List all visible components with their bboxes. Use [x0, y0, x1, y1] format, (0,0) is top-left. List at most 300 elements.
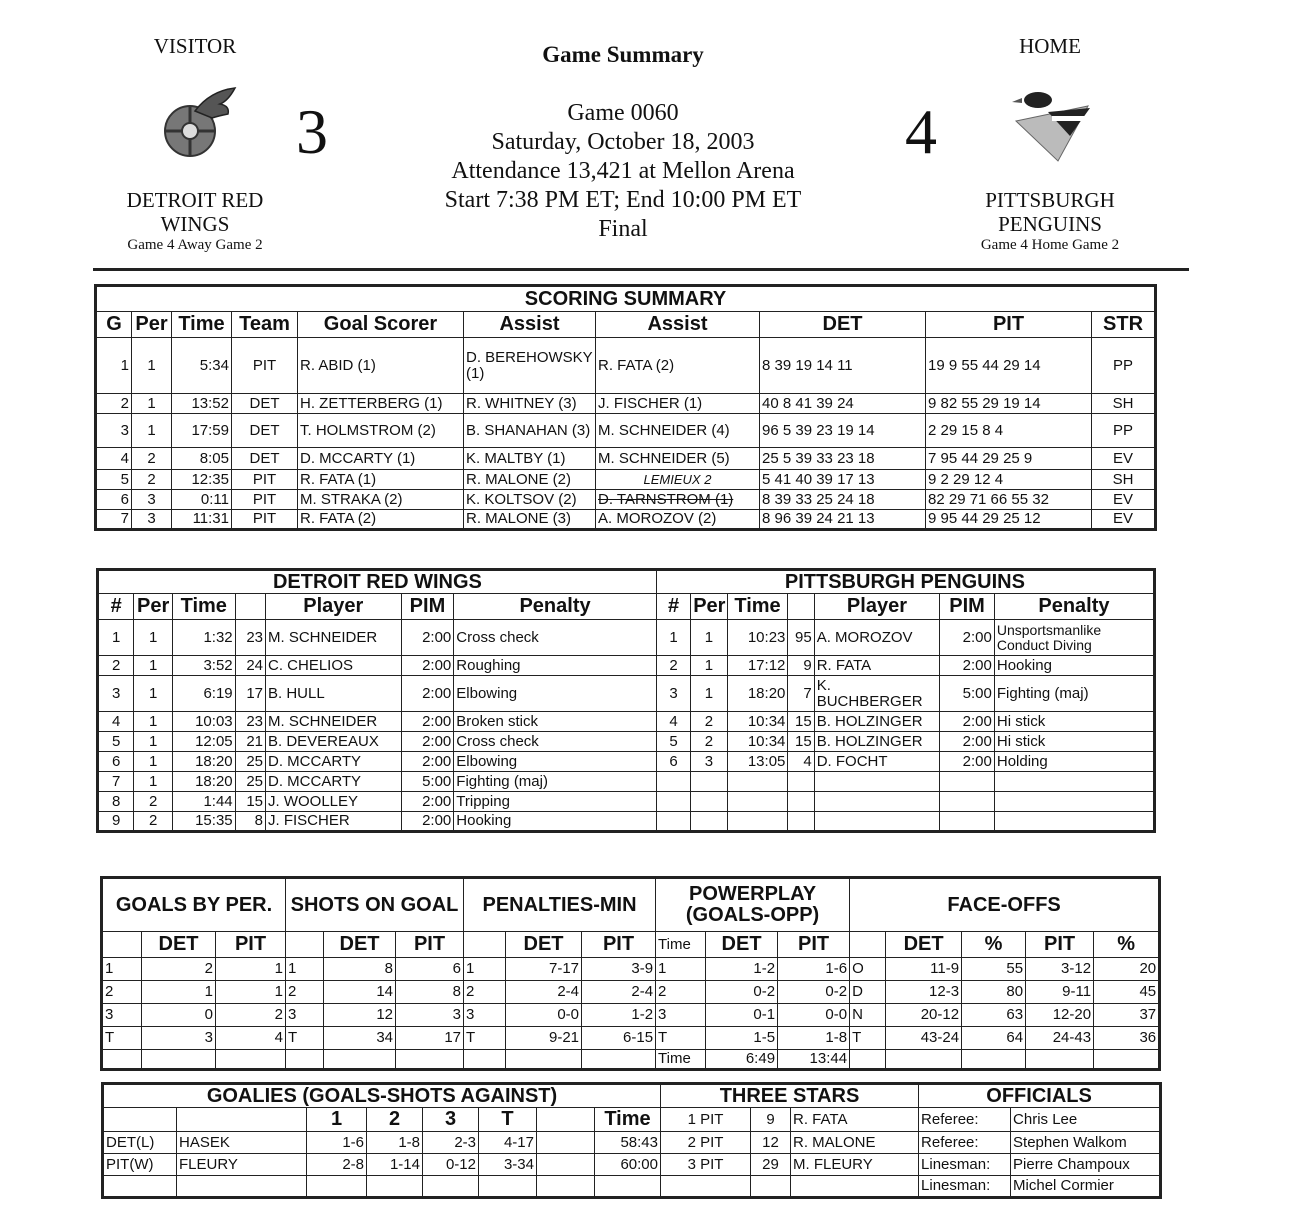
det-penalty-period: 2 — [134, 812, 172, 832]
pit-penalty-pim: 2:00 — [940, 712, 995, 732]
pen-pit-value: 6-15 — [582, 1027, 656, 1050]
goalie-team — [103, 1176, 177, 1198]
scoring-cell-det-on-ice: 8 39 19 14 11 — [760, 338, 926, 394]
official-name: Pierre Champoux — [1011, 1154, 1161, 1176]
pp-det-value: 1-5 — [706, 1027, 778, 1050]
scoring-cell-time: 5:34 — [172, 338, 232, 394]
det-penalty-pim: 2:00 — [401, 656, 454, 676]
pit-penalty-period — [691, 792, 727, 812]
det-penalty-num: 8 — [98, 792, 134, 812]
scoring-title: SCORING SUMMARY — [96, 286, 1156, 312]
shots-period — [286, 1050, 324, 1070]
pit-penalty-player: R. FATA — [814, 656, 940, 676]
det-penalty-player: J. FISCHER — [266, 812, 402, 832]
fo-zone: N — [850, 1004, 886, 1027]
fo-det-value — [886, 1050, 962, 1070]
visitor-score: 3 — [296, 96, 328, 167]
pit-penalty-header-pim: PIM — [940, 594, 995, 620]
pen-period: 1 — [464, 958, 506, 981]
visitor-game-info: Game 4 Away Game 2 — [127, 237, 263, 253]
penguins-logo-icon — [1008, 86, 1098, 166]
table-row — [98, 712, 1155, 732]
scoring-cell-team: DET — [232, 394, 298, 414]
star-cell: R. FATA — [791, 1108, 919, 1132]
fo-pit-value: 24-43 — [1026, 1027, 1094, 1050]
det-penalty-time: 6:19 — [172, 676, 235, 712]
fo-zone — [850, 1050, 886, 1070]
det-penalty-player: C. CHELIOS — [266, 656, 402, 676]
goalie-blank — [537, 1154, 595, 1176]
scoring-cell-team: PIT — [232, 470, 298, 490]
fo-header-det-pct: % — [962, 932, 1026, 958]
pit-penalty-period: 2 — [691, 732, 727, 752]
pp-header-pit: PIT — [778, 932, 850, 958]
goals-period: 2 — [102, 981, 142, 1004]
pen-det-value — [506, 1050, 582, 1070]
det-penalty-num: 4 — [98, 712, 134, 732]
pit-penalty-time: 17:12 — [727, 656, 788, 676]
header-divider — [93, 268, 1189, 271]
pit-penalty-penalty: Hooking — [994, 656, 1154, 676]
pp-header-blank: Time — [656, 932, 706, 958]
pp-pit-value: 1-8 — [778, 1027, 850, 1050]
scoring-cell-assist-2: M. SCHNEIDER (5) — [596, 448, 760, 470]
fo-det-pct: 63 — [962, 1004, 1026, 1027]
table-row — [103, 1176, 1161, 1198]
fo-pit-pct — [1094, 1050, 1160, 1070]
pit-penalty-period: 2 — [691, 712, 727, 732]
goals-period — [102, 1050, 142, 1070]
scoring-header-row — [96, 312, 1156, 338]
fo-zone: D — [850, 981, 886, 1004]
pit-penalty-header-jersey — [788, 594, 814, 620]
table-row — [98, 676, 1155, 712]
scoring-cell-team: DET — [232, 448, 298, 470]
det-penalty-time: 1:32 — [172, 620, 235, 656]
pit-penalty-jersey: 15 — [788, 732, 814, 752]
goals-period: 1 — [102, 958, 142, 981]
goalie-toi: 58:43 — [595, 1132, 661, 1154]
scoring-header-goal-num: G — [96, 312, 132, 338]
scoring-cell-det-on-ice: 25 5 39 33 23 18 — [760, 448, 926, 470]
scoring-cell-goal-scorer: T. HOLMSTROM (2) — [298, 414, 464, 448]
shots-det-value: 34 — [324, 1027, 396, 1050]
fo-header-det: DET — [886, 932, 962, 958]
table-row — [103, 1132, 1161, 1154]
star-cell: 1 PIT — [661, 1108, 751, 1132]
goals-det-value: 0 — [142, 1004, 216, 1027]
pit-penalty-jersey: 15 — [788, 712, 814, 732]
pit-penalty-player: A. MOROZOV — [814, 620, 940, 656]
fo-det-value: 20-12 — [886, 1004, 962, 1027]
official-role: Referee: — [919, 1108, 1011, 1132]
det-penalty-period: 1 — [134, 752, 172, 772]
pit-penalty-penalty: Hi stick — [994, 712, 1154, 732]
shots-pit-value — [396, 1050, 464, 1070]
scoring-cell-det-on-ice: 96 5 39 23 19 14 — [760, 414, 926, 448]
det-penalty-header-time: Time — [172, 594, 235, 620]
pit-penalty-period — [691, 812, 727, 832]
shots-header-pit: PIT — [396, 932, 464, 958]
scoring-cell-goal-scorer: H. ZETTERBERG (1) — [298, 394, 464, 414]
star-cell: 9 — [751, 1108, 791, 1132]
det-penalty-pim: 2:00 — [401, 620, 454, 656]
scoring-cell-goal-scorer: R. FATA (1) — [298, 470, 464, 490]
pit-penalty-header-period: Per — [691, 594, 727, 620]
fo-zone: T — [850, 1027, 886, 1050]
star-cell — [791, 1176, 919, 1198]
pp-period: Time — [656, 1050, 706, 1070]
fo-det-pct — [962, 1050, 1026, 1070]
official-name: Michel Cormier — [1011, 1176, 1161, 1198]
goalie-blank — [537, 1176, 595, 1198]
official-name: Stephen Walkom — [1011, 1132, 1161, 1154]
pit-penalty-penalty — [994, 812, 1154, 832]
pit-penalty-num: 3 — [656, 676, 690, 712]
scoring-cell-goal-num: 3 — [96, 414, 132, 448]
goalie-goalie: FLEURY — [177, 1154, 307, 1176]
fo-det-value: 43-24 — [886, 1027, 962, 1050]
pp-det-value: 0-1 — [706, 1004, 778, 1027]
goalies-header-toi: Time — [595, 1108, 661, 1132]
goalies-header-row — [103, 1108, 1161, 1132]
visitor-name-line1: DETROIT RED — [126, 188, 264, 212]
scoring-header-strength: STR — [1092, 312, 1156, 338]
det-penalty-time: 15:35 — [172, 812, 235, 832]
goalies-title: GOALIES (GOALS-SHOTS AGAINST) — [103, 1084, 661, 1108]
star-cell — [751, 1176, 791, 1198]
scoring-cell-strength: EV — [1092, 510, 1156, 530]
goalies-header-goalie — [177, 1108, 307, 1132]
shots-period: 2 — [286, 981, 324, 1004]
scoring-cell-team: PIT — [232, 490, 298, 510]
table-row — [98, 772, 1155, 792]
pen-det-value: 0-0 — [506, 1004, 582, 1027]
scoring-cell-pit-on-ice: 9 82 55 29 19 14 — [926, 394, 1092, 414]
table-row — [96, 490, 1156, 510]
pp-pit-value: 0-2 — [778, 981, 850, 1004]
det-penalty-player: B. DEVEREAUX — [266, 732, 402, 752]
table-row — [96, 394, 1156, 414]
powerplay-title: POWERPLAY (GOALS-OPP) — [656, 878, 850, 932]
goals-det-value — [142, 1050, 216, 1070]
goalie-toi — [595, 1176, 661, 1198]
pp-header-det: DET — [706, 932, 778, 958]
pit-penalty-num — [656, 792, 690, 812]
shots-pit-value: 17 — [396, 1027, 464, 1050]
det-penalty-header-penalty: Penalty — [454, 594, 657, 620]
pit-penalty-jersey: 7 — [788, 676, 814, 712]
scoring-cell-team: DET — [232, 414, 298, 448]
det-penalty-period: 1 — [134, 656, 172, 676]
goalie-total: 3-34 — [479, 1154, 537, 1176]
attendance: Attendance 13,421 at Mellon Arena — [451, 158, 795, 184]
det-penalty-pim: 2:00 — [401, 812, 454, 832]
scoring-cell-strength: EV — [1092, 448, 1156, 470]
scoring-cell-goal-scorer: D. MCCARTY (1) — [298, 448, 464, 470]
det-penalty-num: 7 — [98, 772, 134, 792]
shots-period: T — [286, 1027, 324, 1050]
det-penalty-pim: 2:00 — [401, 752, 454, 772]
pit-penalty-num: 6 — [656, 752, 690, 772]
scoring-cell-pit-on-ice: 9 2 29 12 4 — [926, 470, 1092, 490]
det-penalty-header-pim: PIM — [401, 594, 454, 620]
det-penalty-jersey: 23 — [235, 712, 265, 732]
pit-penalty-player: B. HOLZINGER — [814, 712, 940, 732]
pit-penalty-jersey: 95 — [788, 620, 814, 656]
det-penalty-penalty: Fighting (maj) — [454, 772, 657, 792]
pit-penalty-jersey: 4 — [788, 752, 814, 772]
scoring-cell-goal-scorer: R. FATA (2) — [298, 510, 464, 530]
pp-period: T — [656, 1027, 706, 1050]
pit-penalty-pim — [940, 812, 995, 832]
shots-on-goal-title: SHOTS ON GOAL — [286, 878, 464, 932]
table-row — [102, 981, 1160, 1004]
table-row — [96, 448, 1156, 470]
home-label: HOME — [1019, 34, 1081, 58]
scoring-header-assist-1: Assist — [464, 312, 596, 338]
goalie-total: 4-17 — [479, 1132, 537, 1154]
scoring-cell-team: PIT — [232, 338, 298, 394]
fo-pit-value — [1026, 1050, 1094, 1070]
scoring-cell-time: 11:31 — [172, 510, 232, 530]
det-penalty-penalty: Cross check — [454, 620, 657, 656]
det-penalty-jersey: 8 — [235, 812, 265, 832]
star-cell: M. FLEURY — [791, 1154, 919, 1176]
pit-penalty-penalty: Holding — [994, 752, 1154, 772]
pit-penalty-time: 10:34 — [727, 712, 788, 732]
scoring-cell-det-on-ice: 5 41 40 39 17 13 — [760, 470, 926, 490]
pit-penalty-penalty: Hi stick — [994, 732, 1154, 752]
det-penalty-penalty: Hooking — [454, 812, 657, 832]
pen-header-det: DET — [506, 932, 582, 958]
visitor-label: VISITOR — [153, 34, 237, 58]
det-penalty-jersey: 25 — [235, 772, 265, 792]
pit-penalty-penalty — [994, 772, 1154, 792]
goals-header-det: DET — [142, 932, 216, 958]
scoring-cell-goal-num: 4 — [96, 448, 132, 470]
pit-penalty-jersey: 9 — [788, 656, 814, 676]
det-penalty-num: 9 — [98, 812, 134, 832]
pen-period: T — [464, 1027, 506, 1050]
det-penalty-period: 2 — [134, 792, 172, 812]
goalies-header-total: T — [479, 1108, 537, 1132]
goalie-toi: 60:00 — [595, 1154, 661, 1176]
table-row — [102, 1050, 1160, 1070]
pit-penalty-penalty: Unsportsmanlike Conduct Diving — [994, 620, 1154, 656]
goals-pit-value: 1 — [216, 981, 286, 1004]
table-row — [102, 1004, 1160, 1027]
det-penalty-title: DETROIT RED WINGS — [98, 570, 657, 594]
scoring-cell-assist-1: R. MALONE (2) — [464, 470, 596, 490]
det-penalty-num: 2 — [98, 656, 134, 676]
pen-det-value: 2-4 — [506, 981, 582, 1004]
scoring-cell-strength: SH — [1092, 394, 1156, 414]
pen-det-value: 7-17 — [506, 958, 582, 981]
pit-penalty-pim — [940, 772, 995, 792]
det-penalty-time: 3:52 — [172, 656, 235, 676]
scoring-summary-table — [94, 284, 1157, 531]
game-times: Start 7:38 PM ET; End 10:00 PM ET — [444, 187, 802, 213]
det-penalty-header-period: Per — [134, 594, 172, 620]
det-penalty-period: 1 — [134, 620, 172, 656]
pit-penalty-header-time: Time — [727, 594, 788, 620]
table-row — [96, 470, 1156, 490]
star-cell: 3 PIT — [661, 1154, 751, 1176]
scoring-rows — [96, 338, 1156, 530]
pit-penalty-player: K. BUCHBERGER — [814, 676, 940, 712]
shots-det-value: 12 — [324, 1004, 396, 1027]
game-number: Game 0060 — [567, 100, 679, 126]
scoring-cell-time: 12:35 — [172, 470, 232, 490]
table-row — [96, 414, 1156, 448]
det-penalty-jersey: 21 — [235, 732, 265, 752]
scoring-cell-time: 17:59 — [172, 414, 232, 448]
det-penalty-header-player: Player — [266, 594, 402, 620]
scoring-cell-pit-on-ice: 2 29 15 8 4 — [926, 414, 1092, 448]
pit-penalty-period — [691, 772, 727, 792]
official-name: Chris Lee — [1011, 1108, 1161, 1132]
scoring-cell-goal-num: 5 — [96, 470, 132, 490]
scoring-cell-assist-1: K. MALTBY (1) — [464, 448, 596, 470]
det-penalty-pim: 2:00 — [401, 792, 454, 812]
pit-penalty-num: 1 — [656, 620, 690, 656]
goalie-team: DET(L) — [103, 1132, 177, 1154]
pit-penalty-period: 1 — [691, 656, 727, 676]
stats-rows — [102, 958, 1160, 1070]
pen-period — [464, 1050, 506, 1070]
fo-header-blank — [850, 932, 886, 958]
pp-period: 3 — [656, 1004, 706, 1027]
goalies-stars-officials-rows — [103, 1108, 1161, 1198]
red-wings-logo-icon — [150, 86, 240, 166]
home-game-info: Game 4 Home Game 2 — [980, 237, 1120, 253]
scoring-cell-det-on-ice: 8 96 39 24 21 13 — [760, 510, 926, 530]
scoring-cell-team: PIT — [232, 510, 298, 530]
penalties-min-title: PENALTIES-MIN — [464, 878, 656, 932]
pit-penalty-header-penalty: Penalty — [994, 594, 1154, 620]
table-row — [98, 812, 1155, 832]
fo-det-value: 12-3 — [886, 981, 962, 1004]
goalie-goalie — [177, 1176, 307, 1198]
scoring-header-det-on-ice: DET — [760, 312, 926, 338]
pp-det-value: 6:49 — [706, 1050, 778, 1070]
scoring-cell-period: 3 — [132, 490, 172, 510]
pit-penalty-time: 10:23 — [727, 620, 788, 656]
scoring-cell-goal-num: 1 — [96, 338, 132, 394]
det-penalty-penalty: Roughing — [454, 656, 657, 676]
scoring-header-assist-2: Assist — [596, 312, 760, 338]
goalies-header-period-3: 3 — [423, 1108, 479, 1132]
pp-pit-value: 0-0 — [778, 1004, 850, 1027]
pit-penalty-title: PITTSBURGH PENGUINS — [656, 570, 1154, 594]
scoring-cell-det-on-ice: 40 8 41 39 24 — [760, 394, 926, 414]
det-penalty-player: D. MCCARTY — [266, 752, 402, 772]
pp-period: 1 — [656, 958, 706, 981]
scoring-cell-assist-1: D. BEREHOWSKY (1) — [464, 338, 596, 394]
det-penalty-num: 5 — [98, 732, 134, 752]
det-penalty-pim: 2:00 — [401, 712, 454, 732]
home-name-line2: PENGUINS — [998, 212, 1102, 236]
pp-pit-value: 13:44 — [778, 1050, 850, 1070]
stats-header-row — [102, 932, 1160, 958]
pen-pit-value: 1-2 — [582, 1004, 656, 1027]
goalies-header-period-1: 1 — [307, 1108, 367, 1132]
face-offs-title: FACE-OFFS — [850, 878, 1160, 932]
goalie-blank — [537, 1132, 595, 1154]
fo-pit-pct: 37 — [1094, 1004, 1160, 1027]
det-penalty-pim: 2:00 — [401, 676, 454, 712]
shots-header-blank — [286, 932, 324, 958]
goalie-goalie: HASEK — [177, 1132, 307, 1154]
pen-period: 2 — [464, 981, 506, 1004]
pit-penalty-player: D. FOCHT — [814, 752, 940, 772]
pit-penalty-num — [656, 812, 690, 832]
pit-penalty-num — [656, 772, 690, 792]
star-cell: 2 PIT — [661, 1132, 751, 1154]
det-penalty-period: 1 — [134, 676, 172, 712]
det-penalty-penalty: Elbowing — [454, 676, 657, 712]
scoring-cell-goal-scorer: M. STRAKA (2) — [298, 490, 464, 510]
fo-pit-value: 9-11 — [1026, 981, 1094, 1004]
det-penalty-penalty: Tripping — [454, 792, 657, 812]
pen-det-value: 9-21 — [506, 1027, 582, 1050]
scoring-cell-pit-on-ice: 7 95 44 29 25 9 — [926, 448, 1092, 470]
scoring-header-goal-scorer: Goal Scorer — [298, 312, 464, 338]
shots-period: 3 — [286, 1004, 324, 1027]
pit-penalty-num: 5 — [656, 732, 690, 752]
det-penalty-player: J. WOOLLEY — [266, 792, 402, 812]
shots-pit-value: 3 — [396, 1004, 464, 1027]
scoring-cell-assist-2: J. FISCHER (1) — [596, 394, 760, 414]
pit-penalty-pim: 2:00 — [940, 620, 995, 656]
pit-penalty-period: 3 — [691, 752, 727, 772]
goalie-period-2 — [367, 1176, 423, 1198]
scoring-cell-period: 1 — [132, 338, 172, 394]
goalies-header-period-2: 2 — [367, 1108, 423, 1132]
goalie-period-1: 1-6 — [307, 1132, 367, 1154]
table-row — [98, 792, 1155, 812]
det-penalty-time: 10:03 — [172, 712, 235, 732]
scoring-cell-period: 3 — [132, 510, 172, 530]
fo-det-pct: 80 — [962, 981, 1026, 1004]
scoring-cell-goal-scorer: R. ABID (1) — [298, 338, 464, 394]
fo-pit-pct: 20 — [1094, 958, 1160, 981]
pit-penalty-time: 13:05 — [727, 752, 788, 772]
goals-pit-value: 2 — [216, 1004, 286, 1027]
goalie-period-1 — [307, 1176, 367, 1198]
scoring-cell-time: 13:52 — [172, 394, 232, 414]
scoring-cell-strength: PP — [1092, 338, 1156, 394]
goals-pit-value — [216, 1050, 286, 1070]
scoring-cell-goal-num: 2 — [96, 394, 132, 414]
pit-penalty-jersey — [788, 812, 814, 832]
pit-penalty-time: 18:20 — [727, 676, 788, 712]
goalie-total — [479, 1176, 537, 1198]
det-penalty-jersey: 23 — [235, 620, 265, 656]
det-penalty-period: 1 — [134, 712, 172, 732]
goalies-header-blank — [537, 1108, 595, 1132]
det-penalty-num: 6 — [98, 752, 134, 772]
home-name-line1: PITTSBURGH — [985, 188, 1115, 212]
goalie-period-3 — [423, 1176, 479, 1198]
det-penalty-jersey: 17 — [235, 676, 265, 712]
game-stats-table — [100, 876, 1161, 1071]
goals-pit-value: 1 — [216, 958, 286, 981]
pit-penalty-header-player: Player — [814, 594, 940, 620]
pit-penalty-jersey — [788, 772, 814, 792]
table-row — [102, 958, 1160, 981]
